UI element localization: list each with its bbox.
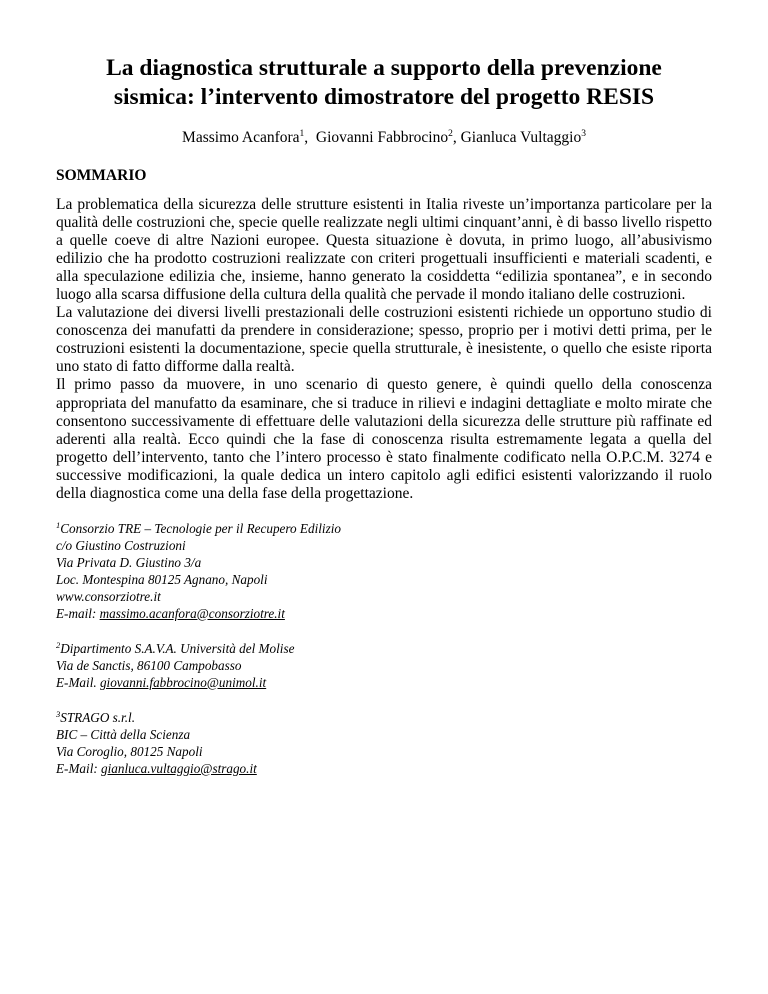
paper-title <box>56 54 712 112</box>
author-list: Massimo Acanfora$^1$, Giovanni Fabbrocino$^2$, Gianluca Vultaggio$^3$ <box>182 129 586 146</box>
email-prefix: E-Mail: <box>56 760 102 776</box>
title-line-1: La diagnostica strutturale a supporto della prevenzione <box>106 55 662 81</box>
affiliation-line: c/o Giustino Costruzioni <box>56 537 186 553</box>
email-prefix: E-mail: <box>56 605 100 621</box>
paper-page <box>56 0 712 795</box>
affiliation-mark: 2 <box>56 639 61 650</box>
affiliation-block <box>56 709 712 777</box>
affiliation-line: Via Privata D. Giustino 3/a <box>56 554 202 570</box>
author-name: Giovanni Fabbrocino <box>315 129 449 146</box>
affiliation-line: Dipartimento S.A.V.A. Università del Molise <box>60 640 295 656</box>
affiliations <box>56 520 712 777</box>
affiliation-line: Loc. Montespina 80125 Agnano, Napoli <box>56 571 268 587</box>
abstract-paragraph: Il primo passo da muovere, in uno scenario di questo genere, è quindi quello della conoscenza appropriata del manufatto da esaminare, che si traduce in rilievi e indagini dettagliate e molto mirate che consentono successivamente di effettuare delle valutazioni della sicurezza delle strutture più raffinate ed aderenti alla realtà. Ecco quindi che la fase di conoscenza risulta estremamente legata a quella del progetto dell’intervento, tanto che l’intero processo è stato finalmente codificato nella O.P.C.M. 3274 e successive modificazioni, la quale dedica un intero capitolo agli edifici esistenti valorizzando il ruolo della diagnostica come una della fase della progettazione. <box>56 376 712 502</box>
author-name: Gianluca Vultaggio <box>460 129 582 146</box>
abstract-paragraph: La problematica della sicurezza delle strutture esistenti in Italia riveste un’importanza particolare per la qualità delle costruzioni che, specie quelle realizzate negli ultimi cinquant’anni, è di basso livello rispetto a quelle coeve di altre Nazioni europee. Questa situazione è dovuta, in primo luogo, all’abusivismo edilizio che ha prodotto costruzioni realizzate con criteri progettuali insufficienti e materiali scadenti, e alla speculazione edilizia che, insieme, hanno generato la cosiddetta “edilizia spontanea”, e in secondo luogo alla scarsa diffusione della cultura della qualità che pervade il mondo italiano delle costruzioni. <box>56 196 712 304</box>
author-affiliation-mark: 2 <box>448 129 453 139</box>
abstract-paragraph: La valutazione dei diversi livelli prestazionali delle costruzioni esistenti richiede un opportuno studio di conoscenza dei manufatti da prendere in considerazione; spesso, proprio per i motivi detti prima, per le costruzioni esistenti la documentazione, specie quella strutturale, è inesistente, o quello che esiste riporta uno stato di fatto difforme dalla realtà. <box>56 304 712 376</box>
affiliation-line: STRAGO s.r.l. <box>60 709 135 725</box>
email-link[interactable]: giovanni.fabbrocino@unimol.it <box>99 674 267 690</box>
affiliation-block <box>56 520 712 622</box>
email-link[interactable]: gianluca.vultaggio@strago.it <box>101 760 257 776</box>
author-affiliation-mark: 3 <box>581 129 586 139</box>
section-heading: SOMMARIO <box>56 167 147 184</box>
website-link[interactable]: www.consorziotre.it <box>56 588 161 604</box>
title-line-2: sismica: l’intervento dimostratore del progetto RESIS <box>113 84 655 110</box>
affiliation-line: Via de Sanctis, 86100 Campobasso <box>56 657 242 673</box>
author-affiliation-mark: 1 <box>299 129 305 139</box>
affiliation-mark: 1 <box>56 519 61 530</box>
email-prefix: E-Mail. <box>56 674 100 690</box>
affiliation-line: Consorzio TRE – Tecnologie per il Recupero Edilizio <box>60 520 341 536</box>
author-name: Massimo Acanfora <box>182 129 300 146</box>
affiliation-line: BIC – Città della Scienza <box>56 726 191 742</box>
affiliation-block <box>56 640 712 691</box>
affiliation-mark: 3 <box>56 708 61 719</box>
email-link[interactable]: massimo.acanfora@consorziotre.it <box>99 605 285 621</box>
abstract-body <box>56 196 712 503</box>
affiliation-line: Via Coroglio, 80125 Napoli <box>56 743 203 759</box>
